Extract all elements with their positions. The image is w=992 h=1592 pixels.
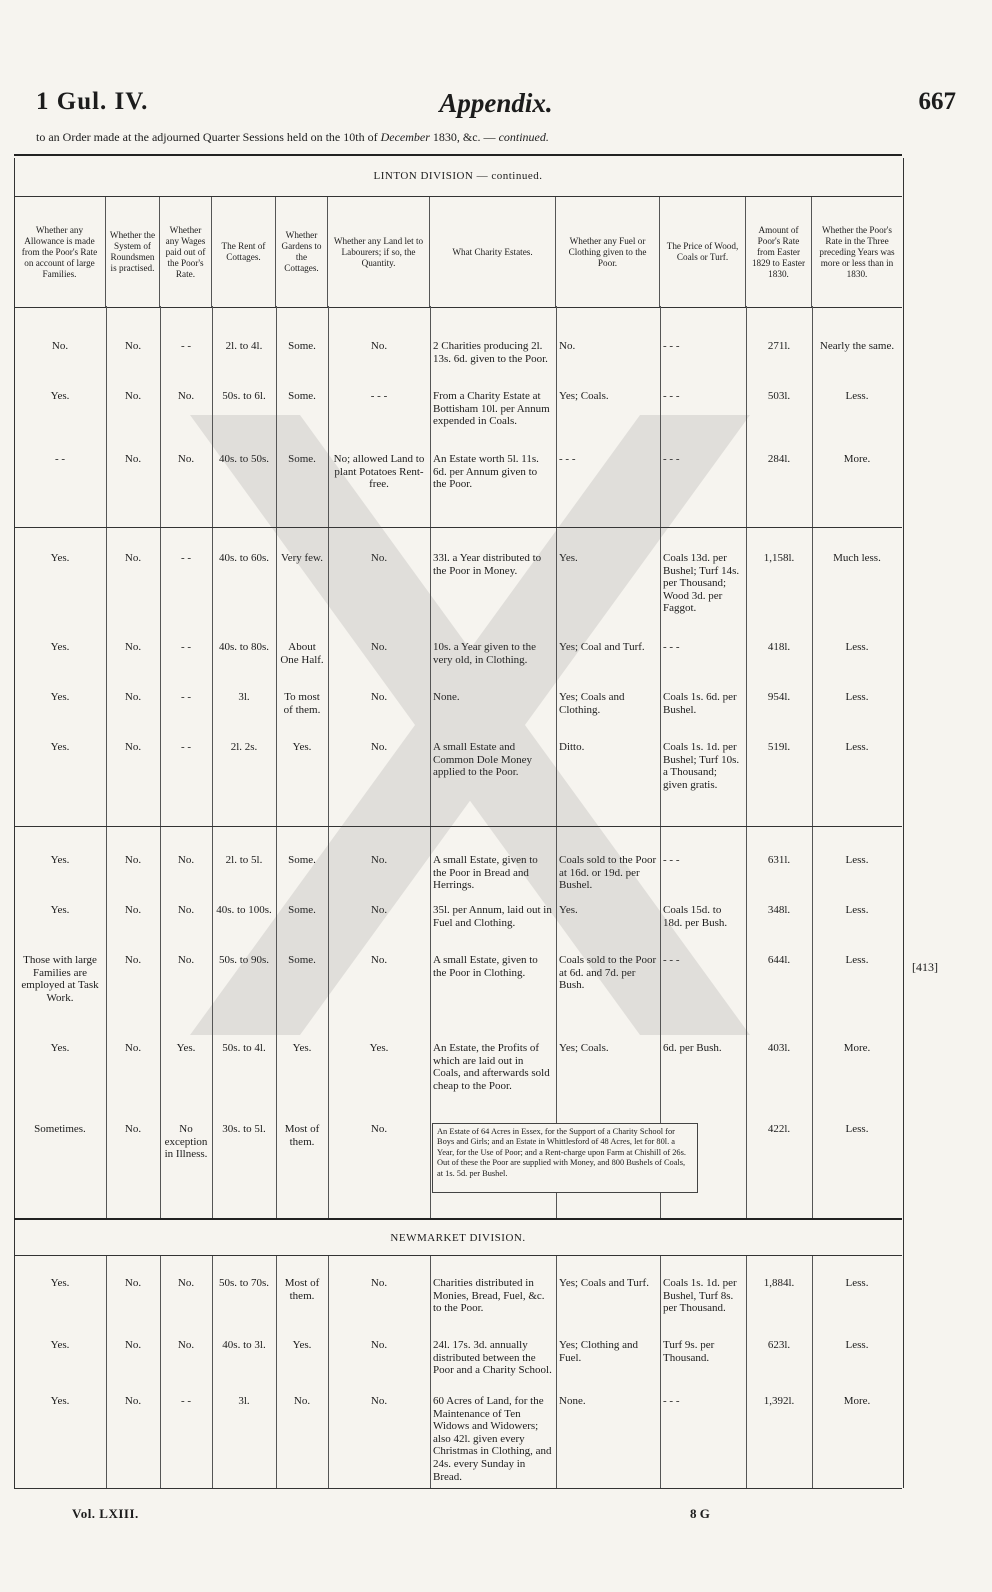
table-cell: - - bbox=[180, 1395, 192, 1407]
table-cell: Yes; Coals. bbox=[559, 390, 609, 402]
division-heading-linton bbox=[14, 166, 902, 190]
table-cell: - - bbox=[180, 552, 192, 564]
table-cell: Yes; Coal and Turf. bbox=[559, 641, 645, 653]
row-rule bbox=[14, 826, 902, 827]
table-cell: To most of them. bbox=[283, 691, 321, 716]
table-cell: 1,158l. bbox=[763, 552, 795, 564]
table-cell: No. bbox=[177, 954, 195, 966]
table-cell: Coals 13d. per Bushel; Turf 14s. per Thousand; Wood 3d. per Faggot. bbox=[663, 552, 740, 615]
table-cell: Coals 15d. to 18d. per Bush. bbox=[663, 904, 728, 929]
table-cell: Yes. bbox=[292, 741, 312, 753]
table-cell: An Estate, the Profits of which are laid out in Coals, and afterwards sold cheap to the Poor. bbox=[433, 1042, 550, 1092]
column-rule bbox=[556, 306, 557, 1218]
table-cell: Yes. bbox=[559, 904, 578, 916]
table-cell: 623l. bbox=[767, 1339, 791, 1351]
table-cell: Very few. bbox=[280, 552, 324, 564]
table-cell: Those with large Families are employed at Task Work. bbox=[21, 954, 99, 1004]
table-cell: Sometimes. bbox=[34, 1123, 86, 1135]
table-cell: Coals 1s. 1d. per Bushel, Turf 8s. per Thousand. bbox=[663, 1277, 737, 1315]
row-rule bbox=[14, 1218, 902, 1220]
table-cell: Less. bbox=[845, 904, 869, 916]
table-cell: 418l. bbox=[767, 641, 791, 653]
table-cell: 40s. to 60s. bbox=[218, 552, 270, 564]
table-cell: No. bbox=[370, 954, 388, 966]
column-header: Whether Gardens to the Cottages. bbox=[276, 197, 328, 307]
continuation-prefix: to an Order made at the adjourned Quarter Sessions held on the 10th of bbox=[36, 130, 381, 144]
table-cell: Much less. bbox=[833, 552, 881, 564]
table-cell: No. bbox=[370, 1395, 388, 1407]
table-cell: Some. bbox=[288, 340, 316, 352]
column-rule bbox=[328, 1255, 329, 1488]
table-cell: 3l. bbox=[238, 691, 250, 703]
table-cell: - - - bbox=[663, 340, 680, 352]
table-cell: Some. bbox=[288, 954, 316, 966]
table-cell: Less. bbox=[845, 691, 869, 703]
table-cell: 50s. to 70s. bbox=[218, 1277, 270, 1289]
column-header: The Price of Wood, Coals or Turf. bbox=[660, 197, 746, 307]
table-cell: 10s. a Year given to the very old, in Clothing. bbox=[433, 641, 536, 666]
table-cell: - - - bbox=[663, 1395, 680, 1407]
table-cell: - - - bbox=[663, 390, 680, 402]
table-cell: - - - bbox=[663, 453, 680, 465]
table-cell: 1,884l. bbox=[763, 1277, 795, 1289]
table-cell: 284l. bbox=[767, 453, 791, 465]
running-head bbox=[36, 88, 956, 128]
table-cell: Yes. bbox=[559, 552, 578, 564]
table-cell: Most of them. bbox=[284, 1277, 320, 1302]
table-cell: Less. bbox=[845, 1339, 869, 1351]
table-cell: - - bbox=[180, 691, 192, 703]
table-cell: Most of them. bbox=[284, 1123, 320, 1148]
table-cell: Yes. bbox=[369, 1042, 389, 1054]
table-cell: Yes. bbox=[50, 641, 70, 653]
table-cell: No. bbox=[124, 1395, 142, 1407]
table-cell: Yes; Coals. bbox=[559, 1042, 609, 1054]
column-header: Whether any Land let to Labourers; if so, the Quantity. bbox=[328, 197, 430, 307]
table-cell: Less. bbox=[845, 1277, 869, 1289]
continuation-line bbox=[36, 130, 936, 145]
table-cell: Yes. bbox=[176, 1042, 196, 1054]
column-rule bbox=[106, 1255, 107, 1488]
table-cell: - - bbox=[180, 741, 192, 753]
table-cell: - - - bbox=[663, 641, 680, 653]
table-cell: - - - bbox=[663, 854, 680, 866]
table-cell: Ditto. bbox=[559, 741, 585, 753]
table-cell: 6d. per Bush. bbox=[663, 1042, 722, 1054]
table-cell: No. bbox=[293, 1395, 311, 1407]
column-header: Whether the System of Roundsmen is practised. bbox=[106, 197, 160, 307]
volume-footer: Vol. LXIII. bbox=[72, 1506, 139, 1521]
table-cell: Coals sold to the Poor at 16d. or 19d. per Bushel. bbox=[559, 854, 657, 892]
table-cell: No. bbox=[177, 904, 195, 916]
table-cell: Less. bbox=[845, 641, 869, 653]
table-cell: Some. bbox=[288, 854, 316, 866]
table-cell: 40s. to 100s. bbox=[216, 904, 272, 916]
table-cell: Yes. bbox=[50, 1277, 70, 1289]
table-cell: No; allowed Land to plant Potatoes Rent-free. bbox=[333, 453, 425, 491]
table-cell: 2l. to 4l. bbox=[225, 340, 263, 352]
table-cell: Yes. bbox=[50, 1395, 70, 1407]
table-cell: - - bbox=[54, 453, 66, 465]
column-rule bbox=[812, 1255, 813, 1488]
column-rule bbox=[212, 306, 213, 1218]
table-cell: More. bbox=[843, 1042, 871, 1054]
division-name: LINTON DIVISION — continued. bbox=[373, 170, 543, 182]
row-rule bbox=[14, 1255, 902, 1256]
table-cell: Coals 1s. 6d. per Bushel. bbox=[663, 691, 737, 716]
table-cell: 50s. to 6l. bbox=[222, 390, 266, 402]
table-cell: No. bbox=[124, 552, 142, 564]
table-cell: No. bbox=[124, 1123, 142, 1135]
table-cell: No. bbox=[124, 954, 142, 966]
column-rule bbox=[746, 1255, 747, 1488]
table-cell: No. bbox=[370, 854, 388, 866]
table-cell: Some. bbox=[288, 453, 316, 465]
column-rule bbox=[106, 306, 107, 1218]
section-title: Appendix. bbox=[439, 88, 553, 118]
table-cell: Nearly the same. bbox=[819, 340, 895, 352]
table-cell: Turf 9s. per Thousand. bbox=[663, 1339, 715, 1364]
table-cell: No. bbox=[124, 854, 142, 866]
table-cell: 33l. a Year distributed to the Poor in Money. bbox=[433, 552, 542, 577]
table-cell: No. bbox=[124, 453, 142, 465]
page-number: 667 bbox=[918, 88, 956, 115]
table-cell: No. bbox=[124, 340, 142, 352]
table-cell: 644l. bbox=[767, 954, 791, 966]
table-cell: No. bbox=[370, 340, 388, 352]
table-cell: 2l. to 5l. bbox=[225, 854, 263, 866]
table-cell: Yes. bbox=[50, 741, 70, 753]
table-cell: 50s. to 90s. bbox=[218, 954, 270, 966]
table-cell: No. bbox=[370, 904, 388, 916]
column-rule bbox=[328, 306, 329, 1218]
column-header: Whether any Allowance is made from the Poor's Rate on account of large Families. bbox=[14, 197, 106, 307]
table-bottom-rule bbox=[14, 1488, 902, 1489]
table-cell: No. bbox=[124, 691, 142, 703]
table-cell: Some. bbox=[288, 904, 316, 916]
table-cell: 271l. bbox=[767, 340, 791, 352]
table-cell: 40s. to 50s. bbox=[218, 453, 270, 465]
column-rule bbox=[812, 306, 813, 1218]
table-cell: No. bbox=[370, 741, 388, 753]
table-cell: Yes. bbox=[50, 854, 70, 866]
table-cell: 35l. per Annum, laid out in Fuel and Clothing. bbox=[433, 904, 552, 929]
table-cell: A small Estate, given to the Poor in Bread and Herrings. bbox=[433, 854, 538, 892]
table-cell: Yes. bbox=[50, 552, 70, 564]
table-cell: 60 Acres of Land, for the Maintenance of Ten Widows and Widowers; also 42l. given every Christmas in Clothing, and 24s. every Sunday in Bread. bbox=[433, 1395, 552, 1483]
table-cell: 519l. bbox=[767, 741, 791, 753]
table-cell: Less. bbox=[845, 854, 869, 866]
column-rule bbox=[160, 1255, 161, 1488]
table-cell: Yes. bbox=[292, 1339, 312, 1351]
table-cell: 30s. to 5l. bbox=[222, 1123, 266, 1135]
table-cell: Less. bbox=[845, 954, 869, 966]
table-cell: 3l. bbox=[238, 1395, 250, 1407]
table-cell: Yes; Coals and Turf. bbox=[559, 1277, 649, 1289]
table-cell: 40s. to 80s. bbox=[218, 641, 270, 653]
column-header: The Rent of Cottages. bbox=[212, 197, 276, 307]
table-cell: A small Estate and Common Dole Money applied to the Poor. bbox=[433, 741, 532, 779]
table-cell: No. bbox=[177, 390, 195, 402]
table-cell: An Estate worth 5l. 11s. 6d. per Annum given to the Poor. bbox=[433, 453, 539, 491]
table-cell: No. bbox=[370, 691, 388, 703]
table-cell: 2l. 2s. bbox=[230, 741, 258, 753]
continuation-suffix: continued. bbox=[498, 130, 549, 144]
continuation-date: December bbox=[380, 130, 430, 144]
table-cell: Yes. bbox=[50, 691, 70, 703]
continuation-mid: 1830, &c. — bbox=[429, 130, 499, 144]
table-cell: Less. bbox=[845, 1123, 869, 1135]
table-cell: No. bbox=[124, 390, 142, 402]
table-cell: - - - bbox=[370, 390, 388, 402]
table-cell: No. bbox=[124, 904, 142, 916]
table-cell: From a Charity Estate at Bottisham 10l. per Annum expended in Coals. bbox=[433, 390, 550, 428]
charity-note-box: An Estate of 64 Acres in Essex, for the Support of a Charity School for Boys and Girls; and an Estate in Whittlesford of 48 Acres, let for 80l. a Year, for the Use of Poor; and a Rent-charge upon Farm at Chishill of 26s. Out of these the Poor are supplied with Money, and 800 Bushels of Coals, at 1s. 5d. per Bushel. bbox=[432, 1123, 698, 1193]
table-cell: None. bbox=[559, 1395, 586, 1407]
column-rule bbox=[556, 1255, 557, 1488]
table-cell: Charities distributed in Monies, Bread, Fuel, &c. to the Poor. bbox=[433, 1277, 545, 1315]
table-cell: No. bbox=[177, 453, 195, 465]
table-cell: Coals 1s. 1d. per Bushel; Turf 10s. a Thousand; given gratis. bbox=[663, 741, 740, 791]
table-cell: - - - bbox=[559, 453, 576, 465]
table-cell: About One Half. bbox=[280, 641, 324, 666]
table-cell: None. bbox=[433, 691, 460, 703]
table-cell: No. bbox=[370, 1339, 388, 1351]
table-cell: No. bbox=[370, 552, 388, 564]
table-cell: A small Estate, given to the Poor in Clothing. bbox=[433, 954, 538, 979]
table-cell: More. bbox=[843, 453, 871, 465]
column-header: Whether any Wages paid out of the Poor's Rate. bbox=[160, 197, 212, 307]
table-cell: 348l. bbox=[767, 904, 791, 916]
table-cell: Yes. bbox=[50, 1042, 70, 1054]
table-cell: 1,392l. bbox=[763, 1395, 795, 1407]
table-cell: - - - bbox=[663, 954, 680, 966]
table-cell: Coals sold to the Poor at 6d. and 7d. per Bush. bbox=[559, 954, 657, 992]
table-cell: 24l. 17s. 3d. annually distributed between the Poor and a Charity School. bbox=[433, 1339, 552, 1377]
table-cell: 40s. to 3l. bbox=[222, 1339, 266, 1351]
table-cell: No. bbox=[124, 641, 142, 653]
table-cell: Yes. bbox=[292, 1042, 312, 1054]
table-cell: 422l. bbox=[767, 1123, 791, 1135]
table-cell: No. bbox=[177, 1277, 195, 1289]
table-cell: Less. bbox=[845, 390, 869, 402]
table-cell: 503l. bbox=[767, 390, 791, 402]
table-cell: Yes. bbox=[50, 390, 70, 402]
table-cell: 954l. bbox=[767, 691, 791, 703]
table-cell: No. bbox=[370, 1123, 388, 1135]
table-cell: Less. bbox=[845, 741, 869, 753]
table-cell: More. bbox=[843, 1395, 871, 1407]
table-cell: No. bbox=[124, 1277, 142, 1289]
column-rule bbox=[276, 306, 277, 1218]
column-rule bbox=[746, 306, 747, 1218]
column-header: Whether any Fuel or Clothing given to the Poor. bbox=[556, 197, 660, 307]
division-name: NEWMARKET DIVISION. bbox=[390, 1232, 526, 1244]
table-cell: No. bbox=[559, 340, 576, 352]
table-cell: No. bbox=[177, 854, 195, 866]
column-header: What Charity Estates. bbox=[430, 197, 556, 307]
table-cell: Yes. bbox=[50, 1339, 70, 1351]
table-cell: 2 Charities producing 2l. 13s. 6d. given to the Poor. bbox=[433, 340, 548, 365]
top-rule bbox=[14, 154, 902, 156]
column-header-row bbox=[14, 196, 902, 308]
table-cell: 631l. bbox=[767, 854, 791, 866]
column-rule bbox=[160, 306, 161, 1218]
table-cell: Yes; Coals and Clothing. bbox=[559, 691, 625, 716]
table-cell: No exception in Illness. bbox=[164, 1123, 208, 1161]
table-cell: No. bbox=[51, 340, 69, 352]
table-cell: No. bbox=[124, 741, 142, 753]
table-cell: - - bbox=[180, 641, 192, 653]
table-cell: No. bbox=[177, 1339, 195, 1351]
table-cell: 403l. bbox=[767, 1042, 791, 1054]
table-cell: Some. bbox=[288, 390, 316, 402]
column-header: Whether the Poor's Rate in the Three preceding Years was more or less than in 1830. bbox=[819, 224, 895, 279]
division-heading-newmarket bbox=[14, 1228, 902, 1252]
column-header: Amount of Poor's Rate from Easter 1829 to Easter 1830. bbox=[746, 197, 812, 307]
table-cell: - - bbox=[180, 340, 192, 352]
table-cell: No. bbox=[124, 1042, 142, 1054]
table-cell: No. bbox=[124, 1339, 142, 1351]
regnal-year: 1 Gul. IV. bbox=[36, 88, 149, 115]
row-rule bbox=[14, 527, 902, 528]
margin-reference: [413] bbox=[912, 960, 938, 974]
table-cell: Yes; Clothing and Fuel. bbox=[559, 1339, 638, 1364]
signature-mark: 8 G bbox=[690, 1506, 710, 1521]
table-cell: No. bbox=[370, 1277, 388, 1289]
column-rule bbox=[212, 1255, 213, 1488]
table-cell: No. bbox=[370, 641, 388, 653]
table-cell: 50s. to 4l. bbox=[222, 1042, 266, 1054]
table-cell: Yes. bbox=[50, 904, 70, 916]
